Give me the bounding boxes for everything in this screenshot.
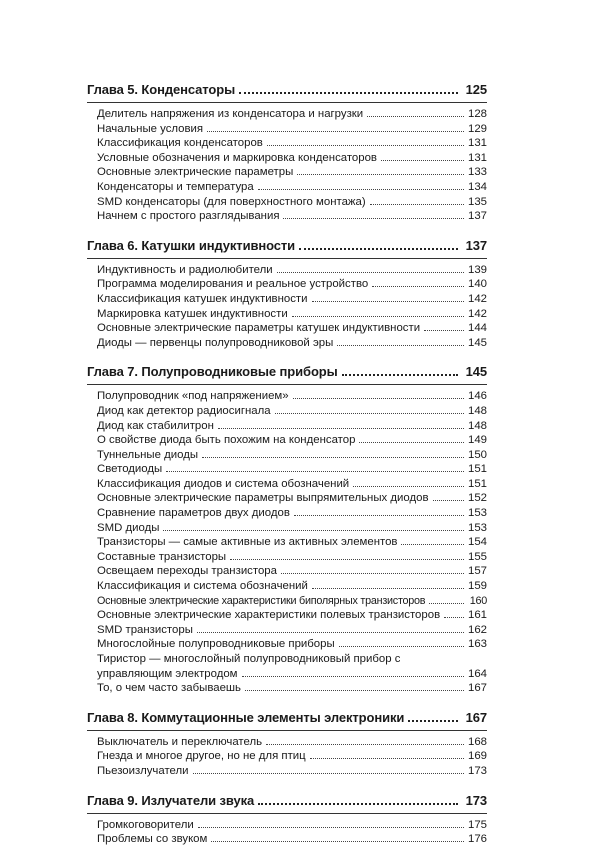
toc-entry[interactable] xyxy=(97,462,487,477)
dot-leader xyxy=(337,345,464,346)
entry-title: Пьезоизлучатели xyxy=(97,764,189,777)
chapter-section xyxy=(87,80,487,224)
chapter-section xyxy=(87,791,487,847)
entry-page-number: 131 xyxy=(467,151,487,164)
section-list xyxy=(97,389,487,695)
dot-leader xyxy=(242,676,464,677)
entry-page-number: 163 xyxy=(467,638,487,651)
dot-leader xyxy=(258,803,458,805)
chapter-page-number: 125 xyxy=(465,82,487,97)
dot-leader xyxy=(401,544,464,545)
dot-leader xyxy=(370,204,464,205)
dot-leader xyxy=(266,744,464,745)
entry-page-number: 157 xyxy=(467,565,487,578)
toc-entry[interactable] xyxy=(97,491,487,506)
entry-page-number: 140 xyxy=(467,278,487,291)
dot-leader xyxy=(433,500,464,501)
dot-leader xyxy=(277,272,464,273)
entry-title: Основные электрические параметры xyxy=(97,166,294,179)
entry-title: Основные электрические параметры выпрямительных диодов xyxy=(97,492,429,505)
dot-leader xyxy=(166,471,464,472)
entry-page-number: 151 xyxy=(467,477,487,490)
dot-leader xyxy=(444,617,464,618)
chapter-section xyxy=(87,236,487,351)
chapter-title: Глава 9. Излучатели звука xyxy=(87,792,255,808)
toc-entry[interactable] xyxy=(97,263,487,278)
dot-leader xyxy=(218,428,464,429)
entry-title: Индуктивность и радиолюбители xyxy=(97,263,273,276)
entry-title: Маркировка катушек индуктивности xyxy=(97,307,288,320)
chapter-divider xyxy=(87,102,487,103)
dot-leader xyxy=(207,131,464,132)
chapter-heading[interactable] xyxy=(87,362,487,381)
entry-title: SMD транзисторы xyxy=(97,623,193,636)
dot-leader xyxy=(202,457,464,458)
section-list xyxy=(97,263,487,351)
dot-leader xyxy=(193,773,464,774)
entry-title: Программа моделирования и реальное устройство xyxy=(97,278,369,291)
entry-title: SMD конденсаторы (для поверхностного монтажа) xyxy=(97,195,366,208)
entry-title: Диод как детектор радиосигнала xyxy=(97,404,271,417)
entry-title: Светодиоды xyxy=(97,463,163,476)
toc-entry[interactable] xyxy=(97,433,487,448)
entry-title: Основные электрические характеристики биполярных транзисторов xyxy=(97,594,426,607)
toc-entry[interactable] xyxy=(97,307,487,322)
entry-title: Транзисторы — самые активные из активных элементов xyxy=(97,536,398,549)
dot-leader xyxy=(372,286,464,287)
entry-page-number: 148 xyxy=(467,404,487,417)
entry-title: О свойстве диода быть похожим на конденсатор xyxy=(97,434,356,447)
chapter-title: Глава 6. Катушки индуктивности xyxy=(87,237,296,253)
entry-title: Конденсаторы и температура xyxy=(97,180,254,193)
entry-page-number: 154 xyxy=(467,536,487,549)
entry-title: Освещаем переходы транзистора xyxy=(97,565,277,578)
dot-leader xyxy=(339,646,464,647)
entry-title: Начальные условия xyxy=(97,122,204,135)
entry-title: Сравнение параметров двух диодов xyxy=(97,507,290,520)
entry-page-number: 175 xyxy=(467,818,487,831)
dot-leader xyxy=(294,515,464,516)
toc-entry[interactable] xyxy=(97,292,487,307)
dot-leader xyxy=(267,145,464,146)
chapter-page-number: 137 xyxy=(465,237,487,253)
entry-page-number: 167 xyxy=(467,682,487,695)
dot-leader xyxy=(312,588,464,589)
toc-entry[interactable] xyxy=(97,818,487,833)
entry-title: Диод как стабилитрон xyxy=(97,419,214,432)
entry-page-number: 173 xyxy=(467,764,487,777)
dot-leader xyxy=(381,160,464,161)
entry-title: Выключатель и переключатель xyxy=(97,735,263,748)
entry-page-number: 148 xyxy=(467,419,487,432)
chapter-divider xyxy=(87,730,487,731)
entry-page-number: 144 xyxy=(467,322,487,335)
toc-entry[interactable] xyxy=(97,180,487,195)
toc-entry[interactable] xyxy=(97,448,487,463)
dot-leader xyxy=(299,248,458,250)
entry-page-number: 133 xyxy=(467,166,487,179)
dot-leader xyxy=(211,841,464,842)
chapter-page-number: 145 xyxy=(465,364,487,380)
dot-leader xyxy=(245,690,464,691)
toc-entry[interactable] xyxy=(97,579,487,594)
toc-entry[interactable] xyxy=(97,623,487,638)
entry-title: То, о чем часто забываешь xyxy=(97,682,241,695)
entry-title: Тиристор — многослойный полупроводниковый прибор с xyxy=(97,653,401,665)
chapter-heading[interactable] xyxy=(87,708,487,727)
entry-title: Полупроводник «под напряжением» xyxy=(97,390,289,403)
entry-page-number: 168 xyxy=(467,735,487,748)
toc-entry[interactable] xyxy=(97,550,487,565)
entry-page-number: 153 xyxy=(467,507,487,520)
chapter-divider xyxy=(87,813,487,814)
entry-title: Классификация и система обозначений xyxy=(97,580,308,593)
toc-entry[interactable] xyxy=(97,735,487,750)
toc-entry[interactable] xyxy=(97,404,487,419)
dot-leader xyxy=(258,189,464,190)
dot-leader xyxy=(239,92,458,94)
toc-entry[interactable] xyxy=(97,832,487,847)
toc-entry[interactable] xyxy=(97,749,487,764)
dot-leader xyxy=(281,573,464,574)
table-of-contents xyxy=(87,80,487,859)
dot-leader xyxy=(283,218,464,219)
entry-page-number: 142 xyxy=(467,292,487,305)
entry-page-number: 164 xyxy=(467,667,487,680)
toc-entry[interactable] xyxy=(97,764,487,779)
chapter-divider xyxy=(87,258,487,259)
toc-entry[interactable] xyxy=(97,637,487,652)
toc-entry[interactable] xyxy=(97,667,487,682)
dot-leader xyxy=(408,720,458,722)
toc-entry[interactable] xyxy=(97,506,487,521)
entry-title: Многослойные полупроводниковые приборы xyxy=(97,638,335,651)
entry-page-number: 145 xyxy=(467,336,487,349)
toc-entry[interactable] xyxy=(97,195,487,210)
entry-page-number: 129 xyxy=(467,122,487,135)
entry-page-number: 139 xyxy=(467,263,487,276)
entry-title: Начнем с простого разглядывания xyxy=(97,210,280,223)
entry-page-number: 137 xyxy=(467,210,487,223)
chapter-heading[interactable] xyxy=(87,236,487,255)
entry-page-number: 134 xyxy=(467,180,487,193)
entry-title: Классификация катушек индуктивности xyxy=(97,292,308,305)
dot-leader xyxy=(312,301,464,302)
dot-leader xyxy=(163,530,464,531)
toc-entry[interactable] xyxy=(97,107,487,122)
chapter-title: Глава 7. Полупроводниковые приборы xyxy=(87,364,338,380)
entry-page-number: 150 xyxy=(467,448,487,461)
toc-entry[interactable] xyxy=(97,277,487,292)
entry-page-number: 160 xyxy=(469,594,487,607)
entry-title: Туннельные диоды xyxy=(97,448,199,461)
toc-entry[interactable] xyxy=(97,151,487,166)
entry-page-number: 155 xyxy=(467,550,487,563)
section-list xyxy=(97,818,487,847)
dot-leader xyxy=(359,442,464,443)
entry-page-number: 128 xyxy=(467,108,487,120)
toc-entry[interactable] xyxy=(97,209,487,224)
dot-leader xyxy=(424,330,464,331)
toc-entry[interactable] xyxy=(97,477,487,492)
dot-leader xyxy=(292,316,464,317)
chapter-title: Глава 5. Конденсаторы xyxy=(87,82,236,97)
dot-leader xyxy=(197,632,464,633)
entry-page-number: 153 xyxy=(467,521,487,534)
dot-leader xyxy=(297,174,464,175)
toc-entry[interactable] xyxy=(97,419,487,434)
dot-leader xyxy=(230,559,464,560)
chapter-heading[interactable] xyxy=(87,80,487,99)
entry-page-number: 161 xyxy=(467,609,487,622)
entry-title: Диоды — первенцы полупроводниковой эры xyxy=(97,336,334,349)
entry-page-number: 142 xyxy=(467,307,487,320)
chapter-section xyxy=(87,362,487,695)
entry-page-number: 152 xyxy=(467,492,487,505)
entry-title: Составные транзисторы xyxy=(97,550,227,563)
chapter-divider xyxy=(87,384,487,385)
toc-entry[interactable] xyxy=(97,336,487,351)
chapter-page-number: 173 xyxy=(465,792,487,808)
dot-leader xyxy=(198,827,464,828)
entry-title: Проблемы со звуком xyxy=(97,833,208,846)
entry-title: Делитель напряжения из конденсатора и нагрузки xyxy=(97,108,364,120)
entry-page-number: 149 xyxy=(467,434,487,447)
toc-entry[interactable] xyxy=(97,521,487,536)
entry-title: Громкоговорители xyxy=(97,818,194,831)
entry-title: управляющим электродом xyxy=(97,667,238,680)
toc-entry[interactable] xyxy=(97,594,487,609)
dot-leader xyxy=(342,374,458,376)
toc-entry[interactable] xyxy=(97,608,487,623)
toc-entry[interactable] xyxy=(97,321,487,336)
dot-leader xyxy=(353,486,464,487)
chapter-page-number: 167 xyxy=(465,709,487,725)
entry-page-number: 162 xyxy=(467,623,487,636)
chapter-title: Глава 8. Коммутационные элементы электроники xyxy=(87,709,405,725)
entry-title: Классификация конденсаторов xyxy=(97,137,263,150)
entry-page-number: 135 xyxy=(467,195,487,208)
toc-entry[interactable] xyxy=(97,389,487,404)
entry-title: Гнезда и многое другое, но не для птиц xyxy=(97,750,306,763)
chapter-heading[interactable] xyxy=(87,791,487,810)
dot-leader xyxy=(429,603,464,604)
entry-title: Условные обозначения и маркировка конденсаторов xyxy=(97,151,377,164)
entry-page-number: 146 xyxy=(467,390,487,403)
dot-leader xyxy=(275,413,464,414)
toc-entry[interactable] xyxy=(97,564,487,579)
entry-page-number: 159 xyxy=(467,580,487,593)
entry-title: SMD диоды xyxy=(97,521,160,534)
toc-entry[interactable] xyxy=(97,165,487,180)
toc-entry[interactable] xyxy=(97,136,487,151)
entry-page-number: 176 xyxy=(467,833,487,846)
section-list xyxy=(97,107,487,224)
entry-page-number: 151 xyxy=(467,463,487,476)
toc-entry[interactable] xyxy=(97,652,487,667)
entry-title: Основные электрические характеристики полевых транзисторов xyxy=(97,609,441,622)
dot-leader xyxy=(367,116,464,117)
chapter-section xyxy=(87,708,487,779)
section-list xyxy=(97,735,487,779)
dot-leader xyxy=(293,398,464,399)
entry-title: Классификация диодов и система обозначений xyxy=(97,477,350,490)
toc-entry[interactable] xyxy=(97,122,487,137)
toc-entry[interactable] xyxy=(97,681,487,696)
entry-title: Основные электрические параметры катушек индуктивности xyxy=(97,322,421,335)
toc-entry[interactable] xyxy=(97,535,487,550)
entry-page-number: 131 xyxy=(467,137,487,150)
entry-page-number: 169 xyxy=(467,750,487,763)
dot-leader xyxy=(310,758,464,759)
